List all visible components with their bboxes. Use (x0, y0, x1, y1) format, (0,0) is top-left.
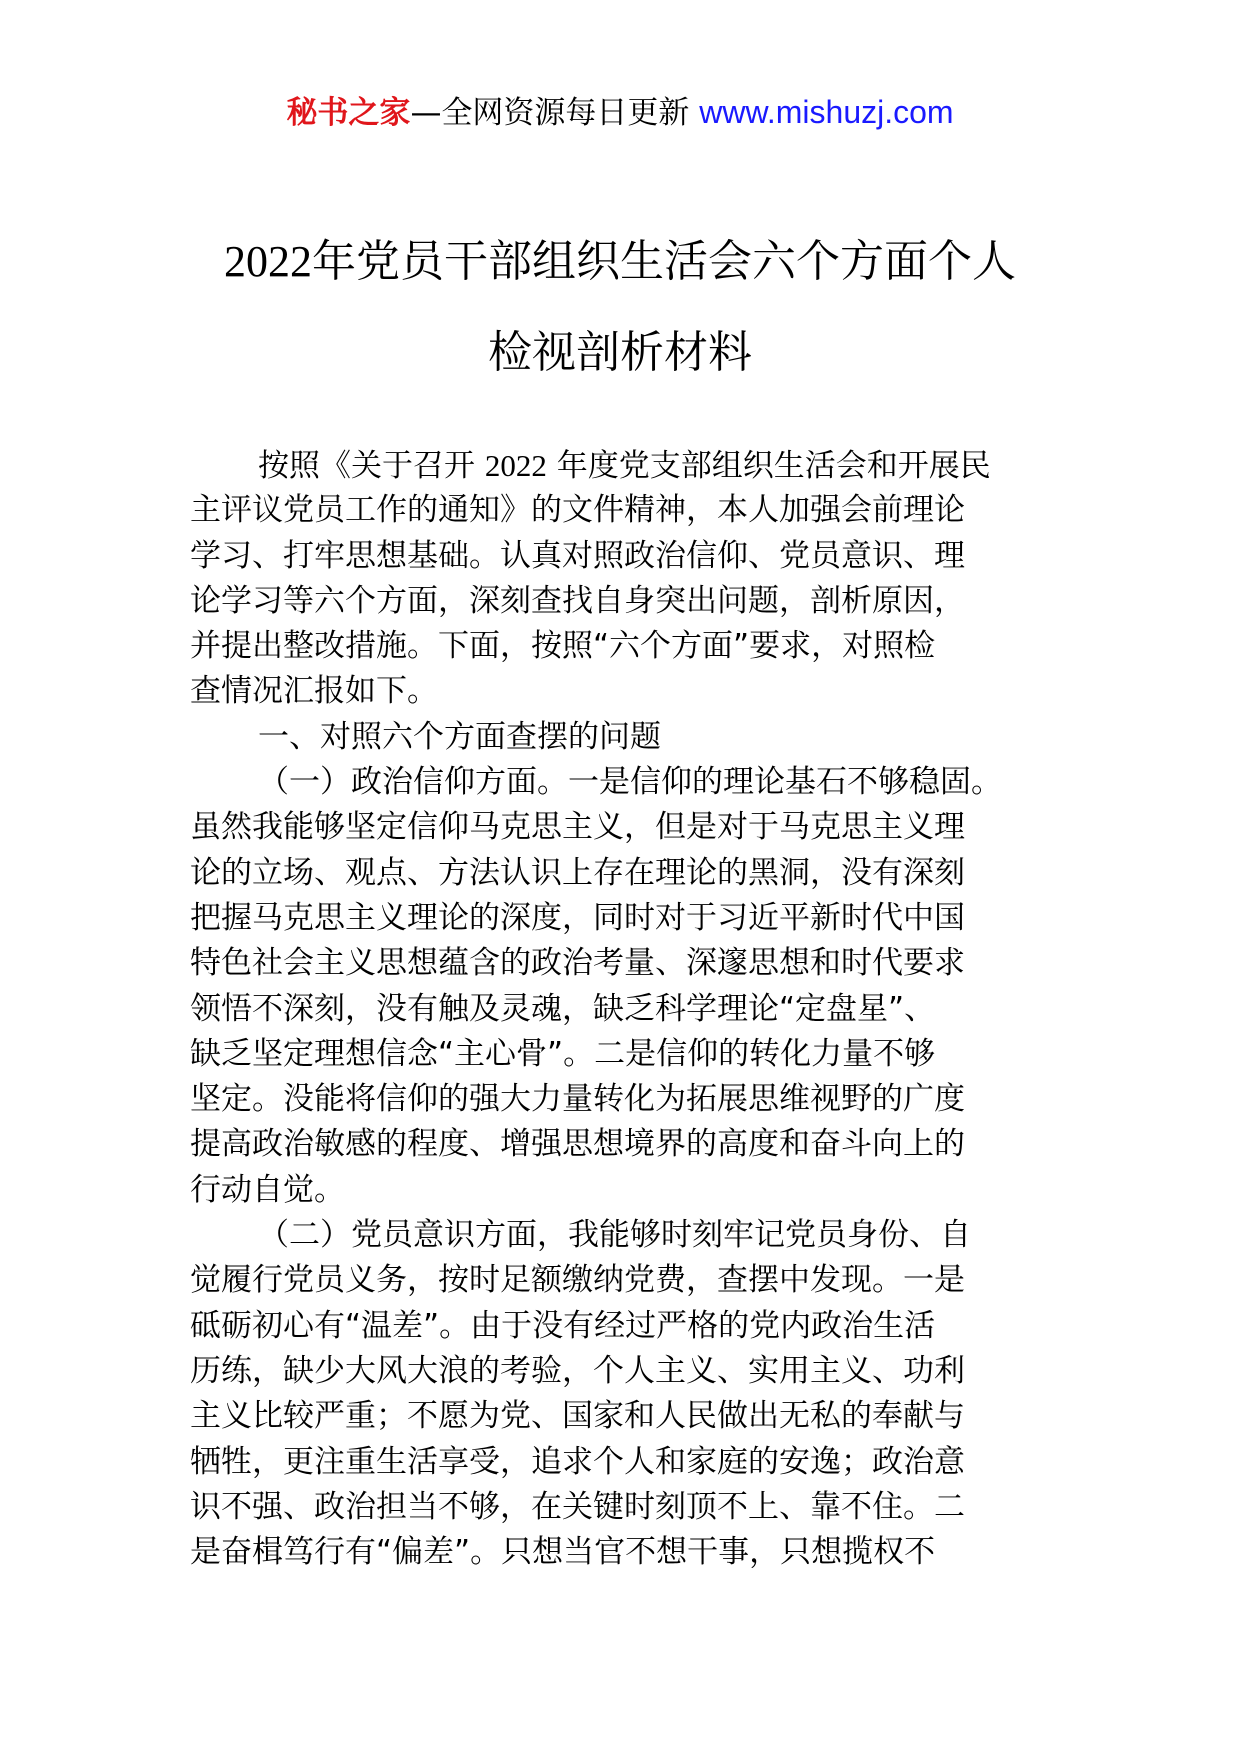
body-line: 论的立场、观点、方法认识上存在理论的黑洞，没有深刻 (190, 854, 965, 891)
body-line: 论学习等六个方面，深刻查找自身突出问题，剖析原因， (190, 582, 965, 619)
body-line: 查情况汇报如下。 (190, 673, 438, 710)
body-line: 历练，缺少大风大浪的考验，个人主义、实用主义、功利 (190, 1352, 965, 1389)
body-line: 虽然我能够坚定信仰马克思主义，但是对于马克思主义理 (190, 809, 965, 846)
header-tagline: —全网资源每日更新 (410, 95, 690, 131)
body-line: 提高政治敏感的程度、增强思想境界的高度和奋斗向上的 (190, 1126, 965, 1163)
body-line: 是奋楫笃行有“偏差”。只想当官不想干事，只想揽权不 (190, 1534, 936, 1571)
body-line: 主义比较严重；不愿为党、国家和人民做出无私的奉献与 (190, 1398, 965, 1435)
body-line-year: 2022 (484, 448, 547, 483)
body-line-text: 年度党支部组织生活会和开展民 (546, 448, 991, 484)
body-line-text: 按照《关于召开 (258, 448, 485, 484)
body-line: 觉履行党员义务，按时足额缴纳党费，查摆中发现。一是 (190, 1262, 965, 1299)
document-title-line-1 (150, 234, 1090, 290)
body-line: 把握马克思主义理论的深度，同时对于习近平新时代中国 (190, 899, 965, 936)
body-line: 学习、打牢思想基础。认真对照政治信仰、党员意识、理 (190, 537, 965, 574)
body-line: 主评议党员工作的通知》的文件精神，本人加强会前理论 (190, 492, 965, 529)
site-url-link[interactable]: www.mishuzj.com (699, 94, 954, 130)
body-line: （二）党员意识方面，我能够时刻牢记党员身份、自 (258, 1217, 971, 1254)
body-line: 识不强、政治担当不够，在关键时刻顶不上、靠不住。二 (190, 1488, 965, 1525)
site-header (0, 92, 1240, 133)
body-line: 坚定。没能将信仰的强大力量转化为拓展思维视野的广度 (190, 1081, 965, 1118)
title-text: 年党员干部组织生活会六个方面个人 (312, 236, 1016, 287)
body-line: 缺乏坚定理想信念“主心骨”。二是信仰的转化力量不够 (190, 1035, 936, 1072)
document-body (190, 443, 1070, 1575)
body-line: 行动自觉。 (190, 1171, 345, 1208)
body-line: 特色社会主义思想蕴含的政治考量、深邃思想和时代要求 (190, 945, 965, 982)
body-line: 并提出整改措施。下面，按照“六个方面”要求，对照检 (190, 628, 936, 665)
section-heading: 一、对照六个方面查摆的问题 (258, 718, 661, 755)
body-line: （一）政治信仰方面。一是信仰的理论基石不够稳固。 (258, 764, 1002, 801)
brand-name: 秘书之家 (286, 95, 411, 131)
title-year: 2022 (224, 237, 312, 286)
document-title-line-2: 检视剖析材料 (488, 327, 752, 378)
body-line: 领悟不深刻，没有触及灵魂，缺乏科学理论“定盘星”、 (190, 990, 936, 1027)
body-line: 牺牲，更注重生活享受，追求个人和家庭的安逸；政治意 (190, 1443, 965, 1480)
body-line: 砥砺初心有“温差”。由于没有经过严格的党内政治生活 (190, 1307, 936, 1344)
body-line (190, 443, 1070, 488)
